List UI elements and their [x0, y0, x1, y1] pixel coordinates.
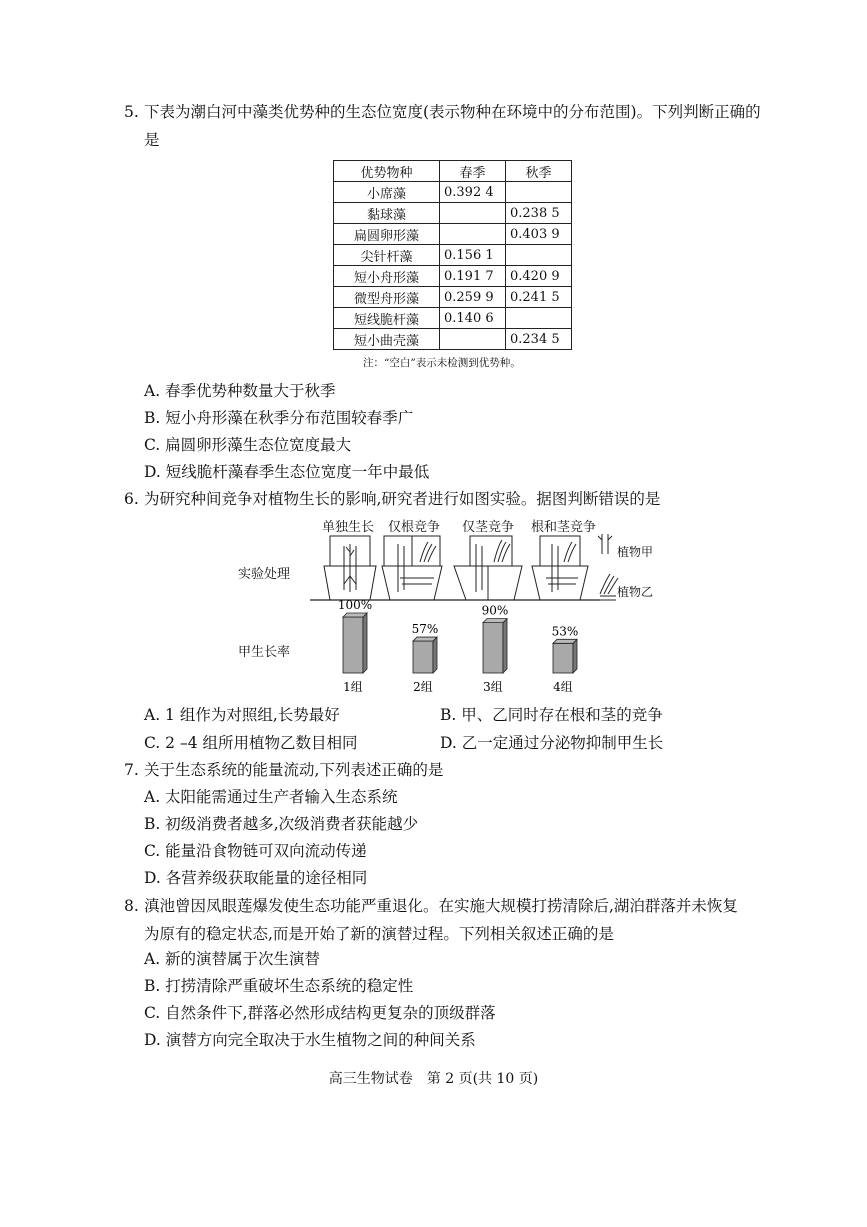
question-6: [124, 485, 764, 513]
question-number: 5.: [124, 103, 139, 121]
table-row: [334, 203, 572, 224]
table-header: 优势物种: [334, 161, 440, 182]
bar-group: [338, 598, 372, 694]
option-a: A. 1 组作为对照组,长势最好: [144, 706, 340, 724]
table-header-row: [334, 161, 572, 182]
option-a: A. 太阳能需通过生产者输入生态系统: [144, 788, 398, 806]
option-c: C. 自然条件下,群落必然形成结构更复杂的顶级群落: [144, 1004, 496, 1022]
table-cell: 小席藻: [334, 182, 440, 203]
table-cell: 尖针杆藻: [334, 245, 440, 266]
bar-value-label: 100%: [337, 598, 373, 612]
bar-side: [433, 637, 437, 673]
table-row: [334, 266, 572, 287]
table-cell: [440, 224, 506, 245]
table-cell: 0.420 9: [506, 266, 572, 287]
bar-category-label: 3组: [483, 680, 503, 694]
table-cell: [506, 182, 572, 203]
row-label-treatment: 实验处理: [238, 567, 291, 582]
bar: [553, 643, 573, 673]
question-stem: 滇池曾因凤眼莲爆发使生态功能严重退化。在实施大规模打捞清除后,湖泊群落并未恢复为原有的稳定状态,而是开始了新的演替过程。下列相关叙述正确的是: [144, 897, 738, 943]
table-row: [334, 224, 572, 245]
table-cell: 0.191 7: [440, 266, 506, 287]
option-a: A. 春季优势种数量大于秋季: [144, 382, 336, 400]
option-d: D. 演替方向完全取决于水生植物之间的种间关系: [144, 1031, 476, 1049]
table-cell: [506, 245, 572, 266]
table-row: [334, 182, 572, 203]
table-cell: 黏球藻: [334, 203, 440, 224]
table-cell: 0.140 6: [440, 308, 506, 329]
table-cell: 微型舟形藻: [334, 287, 440, 308]
bar-group: [412, 622, 439, 694]
table-cell: 0.234 5: [506, 329, 572, 350]
table-header: 秋季: [506, 161, 572, 182]
table-cell: 0.403 9: [506, 224, 572, 245]
bar-side: [503, 619, 507, 673]
bar: [483, 623, 503, 673]
bar: [413, 641, 433, 673]
legend-plant-b-label: 植物乙: [617, 585, 654, 599]
table-row: [334, 245, 572, 266]
question-number: 7.: [124, 761, 139, 779]
option-c: C. 扁圆卵形藻生态位宽度最大: [144, 436, 352, 454]
question-7: [124, 756, 764, 784]
bar-top: [343, 613, 367, 617]
option-b: B. 打捞清除严重破坏生态系统的稳定性: [144, 977, 414, 995]
option-d: D. 乙一定通过分泌物抑制甲生长: [440, 734, 664, 752]
option-d: D. 各营养级获取能量的途径相同: [144, 869, 368, 887]
table-cell: 短线脆杆藻: [334, 308, 440, 329]
growth-rate-chart: [300, 596, 600, 706]
bar-value-label: 90%: [481, 603, 509, 618]
question-stem: 下表为潮白河中藻类优势种的生态位宽度(表示物种在环境中的分布范围)。下列判断正确的是: [144, 103, 761, 149]
table-cell: 0.259 9: [440, 287, 506, 308]
table-cell: [440, 203, 506, 224]
table-cell: [440, 329, 506, 350]
table-header: 春季: [440, 161, 506, 182]
row-label-growth-rate: 甲生长率: [238, 645, 291, 660]
table-cell: 短小舟形藻: [334, 266, 440, 287]
bar-value-label: 57%: [411, 622, 439, 637]
bar-top: [413, 637, 437, 641]
bar-value-label: 53%: [551, 624, 579, 639]
bar-side: [573, 639, 577, 673]
table-note: 注：“空白”表示未检测到优势种。: [363, 357, 521, 369]
group-title: 仅根竞争: [388, 520, 441, 535]
table-row: [334, 329, 572, 350]
option-c: C. 能量沿食物链可双向流动传递: [144, 842, 367, 860]
group-title: 根和茎竞争: [531, 520, 597, 535]
bar-category-label: 2组: [413, 680, 433, 694]
group-title: 仅茎竞争: [462, 520, 515, 535]
question-5: [124, 98, 764, 154]
question-stem: 关于生态系统的能量流动,下列表述正确的是: [144, 761, 444, 779]
legend-plant-a-label: 植物甲: [617, 545, 654, 559]
option-b: B. 初级消费者越多,次级消费者获能越少: [144, 815, 419, 833]
table-cell: 0.241 5: [506, 287, 572, 308]
bar-top: [483, 619, 507, 623]
question-stem: 为研究种间竞争对植物生长的影响,研究者进行如图实验。据图判断错误的是: [144, 490, 661, 508]
bar-group: [552, 624, 579, 694]
niche-width-table: [333, 160, 572, 350]
table-cell: 短小曲壳藻: [334, 329, 440, 350]
question-number: 6.: [124, 490, 139, 508]
table-row: [334, 308, 572, 329]
table-cell: 0.156 1: [440, 245, 506, 266]
question-8: [124, 892, 750, 948]
table-cell: 扁圆卵形藻: [334, 224, 440, 245]
page-footer: 高三生物试卷 第 2 页(共 10 页): [328, 1071, 539, 1087]
bar-group: [482, 604, 509, 694]
group-title: 单独生长: [322, 520, 375, 535]
option-b: B. 甲、乙同时存在根和茎的竞争: [440, 706, 663, 724]
option-c: C. 2 –4 组所用植物乙数目相同: [144, 734, 358, 752]
option-b: B. 短小舟形藻在秋季分布范围较春季广: [144, 409, 414, 427]
bar: [343, 617, 363, 673]
table-cell: 0.238 5: [506, 203, 572, 224]
bar-side: [363, 613, 367, 673]
question-number: 8.: [124, 897, 139, 915]
bar-top: [553, 639, 577, 643]
option-d: D. 短线脆杆藻春季生态位宽度一年中最低: [144, 463, 430, 481]
bar-category-label: 1组: [343, 680, 363, 694]
table-cell: 0.392 4: [440, 182, 506, 203]
option-a: A. 新的演替属于次生演替: [144, 950, 321, 968]
table-row: [334, 287, 572, 308]
bar-category-label: 4组: [553, 680, 573, 694]
table-cell: [506, 308, 572, 329]
